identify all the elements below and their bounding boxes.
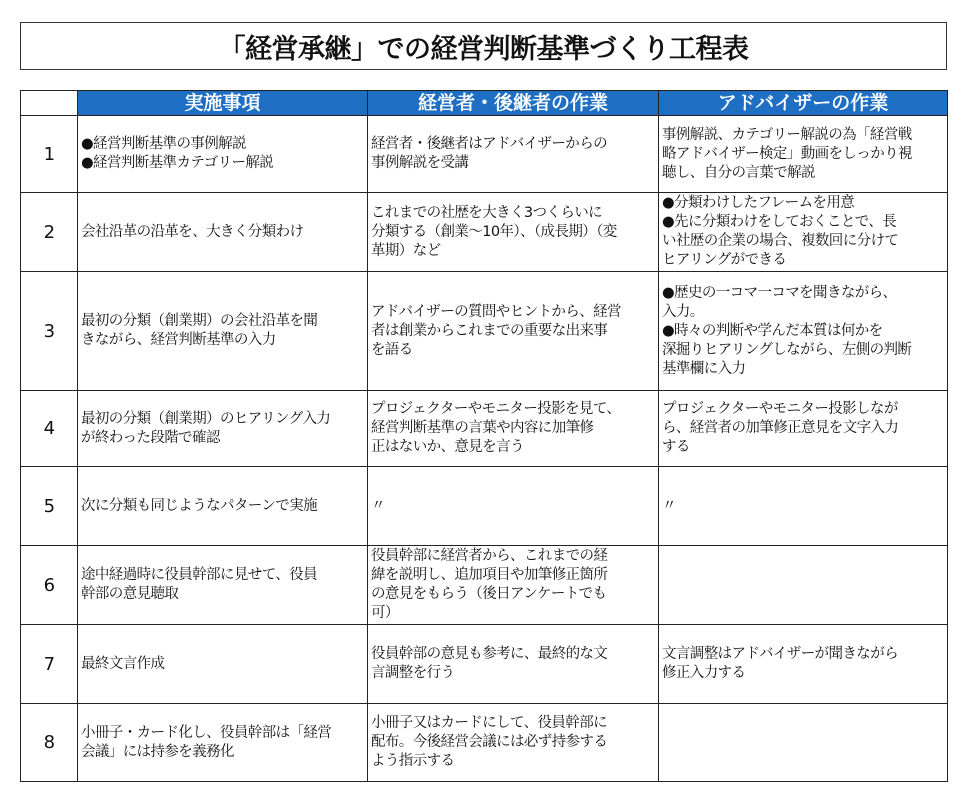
header-number: [21, 91, 78, 116]
step-number: 2: [21, 193, 78, 272]
advisor-work-cell: 事例解説、カテゴリー解説の為「経営戦 略アドバイザー検定」動画をしっかり視 聴し、自分の言葉で解説: [659, 116, 948, 193]
advisor-work-cell: [659, 546, 948, 625]
table-row: [21, 272, 948, 391]
advisor-work-cell: [659, 704, 948, 782]
task-cell: ●経営判断基準の事例解説 ●経営判断基準カテゴリー解説: [78, 116, 368, 193]
table-row: [21, 546, 948, 625]
advisor-work-cell: ●歴史の一コマ一コマを聞きながら、 入力。 ●時々の判断や学んだ本質は何かを 深掘りヒアリングしながら、左側の判断 基準欄に入力: [659, 272, 948, 391]
owner-work-cell: 経営者・後継者はアドバイザーからの 事例解説を受講: [368, 116, 659, 193]
advisor-work-cell: プロジェクターやモニター投影しなが ら、経営者の加筆修正意見を文字入力 する: [659, 391, 948, 467]
header-task: 実施事項: [78, 91, 368, 116]
task-cell: 最終文言作成: [78, 625, 368, 704]
owner-work-cell: アドバイザーの質問やヒントから、経営 者は創業からこれまでの重要な出来事 を語る: [368, 272, 659, 391]
table-row: [21, 625, 948, 704]
header-owner-work: 経営者・後継者の作業: [368, 91, 659, 116]
task-cell: 途中経過時に役員幹部に見せて、役員 幹部の意見聴取: [78, 546, 368, 625]
table-header-row: [21, 91, 948, 116]
table-row: [21, 391, 948, 467]
process-table: [20, 90, 948, 782]
owner-work-cell: 小冊子又はカードにして、役員幹部に 配布。今後経営会議には必ず持参する よう指示する: [368, 704, 659, 782]
owner-work-cell: プロジェクターやモニター投影を見て、 経営判断基準の言葉や内容に加筆修 正はないか、意見を言う: [368, 391, 659, 467]
task-cell: 次に分類も同じようなパターンで実施: [78, 467, 368, 546]
task-cell: 最初の分類（創業期）のヒアリング入力 が終わった段階で確認: [78, 391, 368, 467]
task-cell: 最初の分類（創業期）の会社沿革を聞 きながら、経営判断基準の入力: [78, 272, 368, 391]
table-row: [21, 467, 948, 546]
step-number: 8: [21, 704, 78, 782]
task-cell: 小冊子・カード化し、役員幹部は「経営 会議」には持参を義務化: [78, 704, 368, 782]
step-number: 4: [21, 391, 78, 467]
page-title: 「経営承継」での経営判断基準づくり工程表: [20, 22, 947, 70]
step-number: 6: [21, 546, 78, 625]
step-number: 5: [21, 467, 78, 546]
task-cell: 会社沿革の沿革を、大きく分類わけ: [78, 193, 368, 272]
table-row: [21, 116, 948, 193]
owner-work-cell: これまでの社歴を大きく3つくらいに 分類する（創業～10年）、（成長期）（変 革期）など: [368, 193, 659, 272]
advisor-work-cell: ●分類わけしたフレームを用意 ●先に分類わけをしておくことで、長 い社歴の企業の場合、複数回に分けて ヒアリングができる: [659, 193, 948, 272]
advisor-work-cell: 〃: [659, 467, 948, 546]
owner-work-cell: 役員幹部の意見も参考に、最終的な文 言調整を行う: [368, 625, 659, 704]
step-number: 1: [21, 116, 78, 193]
owner-work-cell: 役員幹部に経営者から、これまでの経 緯を説明し、追加項目や加筆修正箇所 の意見をもらう（後日アンケートでも 可）: [368, 546, 659, 625]
table-row: [21, 704, 948, 782]
step-number: 3: [21, 272, 78, 391]
table-row: [21, 193, 948, 272]
owner-work-cell: 〃: [368, 467, 659, 546]
advisor-work-cell: 文言調整はアドバイザーが聞きながら 修正入力する: [659, 625, 948, 704]
step-number: 7: [21, 625, 78, 704]
header-advisor-work: アドバイザーの作業: [659, 91, 948, 116]
